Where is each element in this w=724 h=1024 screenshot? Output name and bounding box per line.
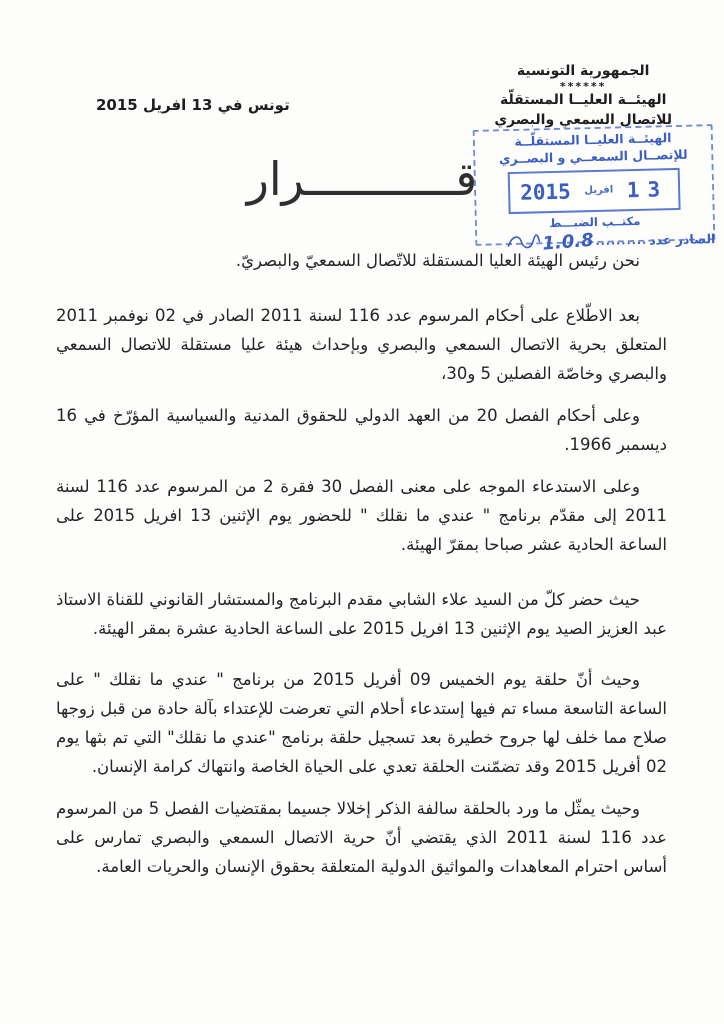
paragraph-covenant-1966: وعلى أحكام الفصل 20 من العهد الدولي للحقوق المدنية والسياسية المؤرّخ في 16 ديسمبر 1966. [56,406,667,454]
paragraph-episode-facts: وحيث أنّ حلقة يوم الخميس 09 أفريل 2015 من برنامج " عندي ما نقلك " على الساعة التاسعة مساء تم فيها إستدعاء أحلام التي تعرضت للإعتداء بآلة حادة من قبل زوجها صلاح مما خلف لها جروح خطيرة بعد تسجيل حلقة برنامج "عندي ما نقلك" التي تم بثها يوم 02 أفريل 2015 وقد تضمّنت الحلقة تعدي على الحياة الخاصة وانتهاك كرامة الإنسان. [56,670,667,776]
stamp-office-label: مكتــب الضبـــط [549,213,641,230]
place-date: تونس في 13 افريل 2015 [96,96,290,114]
paragraph-preamble: نحن رئيس الهيئة العليا المستقلة للاتّصال السمعيّ والبصريّ. [235,251,640,270]
document-body [56,246,667,894]
letterhead-republic: الجمهورية التونسية [516,63,650,79]
letterhead [494,62,672,131]
stamp-number-dots: .......... [595,233,648,248]
paragraph-violation: وحيث يمثّل ما ورد بالحلقة سالفة الذكر إخلالا جسيما بمقتضيات الفصل 5 من المرسوم عدد 116 لسنة 2011 الذي يقتضي أنّ حرية الاتصال السمعي والبصري تمارس على أساس احترام المعاهدات والمواثيق الدولية المتعلقة بحقوق الإنسان والحريات العامة. [56,799,667,876]
letterhead-authority-line1: الهيئــة العليــا المستقلّة [499,92,667,109]
letterhead-separator-stars: ****** [559,79,607,93]
paragraph-summons: وعلى الاستدعاء الموجه على معنى الفصل 30 فقرة 2 من المرسوم عدد 116 لسنة 2011 إلى مقدّم برنامج " عندي ما نقلك " للحضور يوم الإثنين 13 افريل 2015 على الساعة الحادية عشر صباحا بمقرّ الهيئة. [56,477,667,554]
paragraph-attendance: حيث حضر كلّ من السيد علاء الشابي مقدم البرنامج والمستشار القانوني للقناة الاستاذ عبد العزيز الصيد يوم الإثنين 13 افريل 2015 على الساعة الحادية عشرة بمقر الهيئة. [56,590,667,638]
paragraph-decree-116: بعد الاطّلاع على أحكام المرسوم عدد 116 لسنة 2011 الصادر في 02 نوفمبر 2011 المتعلق بحرية الاتصال السمعي والبصري وبإحداث هيئة عليا مستقلة للاتصال السمعي والبصري وخاصّة الفصلين 5 و30، [56,306,667,383]
stamp-authority-line1: الهيئــة العليــا المستقلّــة [514,130,672,149]
letterhead-authority-line2: للاتصال السمعي والبصري [494,112,672,129]
document-title: قـــــــــــرار [246,152,478,206]
stamp-date-year: 2015 [519,179,572,205]
stamp-date-month: افريل [584,184,614,197]
handwritten-registration-number: 1.0.8 [541,229,595,255]
stamp-date-day: 13 [626,176,669,202]
stamp-number-label: الصادر عدد [649,231,716,248]
stamp-authority-line2: للإتصــال السمعــي و البصــري [498,146,688,167]
